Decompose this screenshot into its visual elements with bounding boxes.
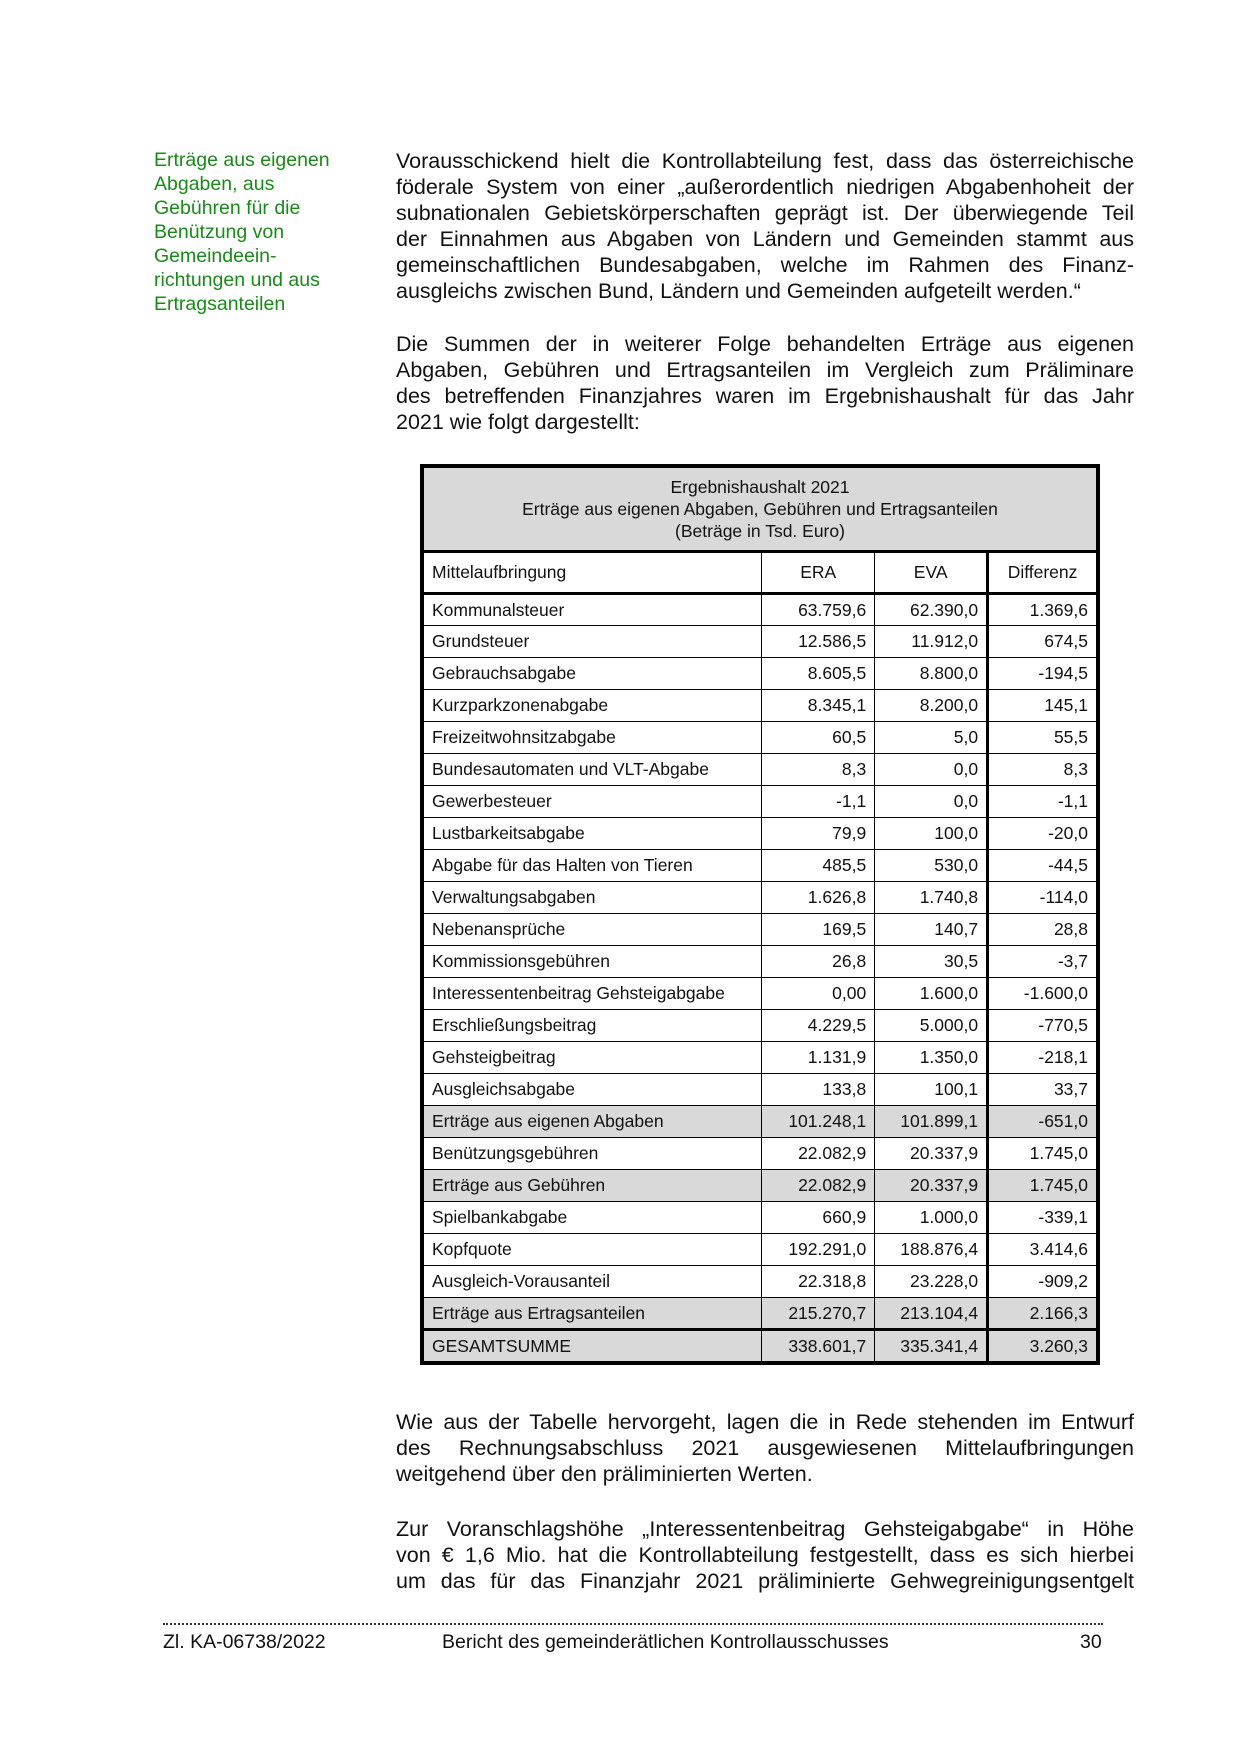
footer-title: Bericht des gemeinderätlichen Kontrollausschusses (442, 1631, 889, 1653)
row-label: Spielbankabgabe (424, 1202, 762, 1234)
row-era: -1,1 (762, 786, 875, 818)
row-label: Lustbarkeitsabgabe (424, 818, 762, 850)
row-era: 0,00 (762, 978, 875, 1010)
text-line: Abgaben, Gebühren und Ertragsanteilen im Vergleich zum Präliminare (396, 358, 1134, 382)
row-eva: 213.104,4 (875, 1298, 988, 1330)
text-line: gemeinschaftlichen Bundesabgaben, welche im Rahmen des Finanz- (396, 253, 1134, 277)
margin-heading-line: Benützung von (154, 221, 285, 243)
row-era: 12.586,5 (762, 626, 875, 658)
row-diff: 145,1 (988, 690, 1097, 722)
table-row (424, 1042, 1097, 1074)
row-eva: 11.912,0 (875, 626, 988, 658)
row-label: Nebenansprüche (424, 914, 762, 946)
row-era: 101.248,1 (762, 1106, 875, 1138)
row-label: Erträge aus Ertragsanteilen (424, 1298, 762, 1330)
row-era: 22.082,9 (762, 1170, 875, 1202)
row-label: Benützungsgebühren (424, 1138, 762, 1170)
row-diff: -194,5 (988, 658, 1097, 690)
table-title (424, 468, 1097, 552)
row-era: 215.270,7 (762, 1298, 875, 1330)
row-era: 1.626,8 (762, 882, 875, 914)
table-row (424, 946, 1097, 978)
text-line: Die Summen der in weiterer Folge behandelten Erträge aus eigenen (396, 332, 1134, 356)
row-label: Abgabe für das Halten von Tieren (424, 850, 762, 882)
revenue-table (420, 464, 1100, 1365)
text-line: 2021 wie folgt dargestellt: (396, 410, 640, 434)
text-line: subnationalen Gebietskörperschaften geprägt ist. Der überwiegende Teil (396, 201, 1134, 225)
table-row (424, 658, 1097, 690)
page-number: 30 (1080, 1631, 1102, 1653)
row-era: 22.082,9 (762, 1138, 875, 1170)
row-era: 192.291,0 (762, 1234, 875, 1266)
table-subtitle-line: Erträge aus eigenen Abgaben, Gebühren und Ertragsanteilen (522, 499, 998, 519)
row-diff: 674,5 (988, 626, 1097, 658)
text-line: von € 1,6 Mio. hat die Kontrollabteilung festgestellt, dass es sich hierbei (396, 1543, 1134, 1567)
row-label: GESAMTSUMME (424, 1330, 762, 1362)
margin-heading-line: richtungen und aus (154, 269, 320, 291)
row-eva: 100,0 (875, 818, 988, 850)
row-eva: 8.800,0 (875, 658, 988, 690)
row-diff: 1.369,6 (988, 594, 1097, 626)
row-label: Gebrauchsabgabe (424, 658, 762, 690)
text-line: des betreffenden Finanzjahres waren im Ergebnishaushalt für das Jahr (396, 384, 1134, 408)
row-label: Gehsteigbeitrag (424, 1042, 762, 1074)
row-eva: 1.600,0 (875, 978, 988, 1010)
table-row (424, 1074, 1097, 1106)
paragraph-gehsteig (396, 1516, 1134, 1594)
row-diff: -3,7 (988, 946, 1097, 978)
margin-heading-line: Erträge aus eigenen (154, 149, 330, 171)
row-eva: 188.876,4 (875, 1234, 988, 1266)
row-label: Erträge aus Gebühren (424, 1170, 762, 1202)
row-label: Kommunalsteuer (424, 594, 762, 626)
row-label: Kommissionsgebühren (424, 946, 762, 978)
row-label: Interessentenbeitrag Gehsteigabgabe (424, 978, 762, 1010)
row-eva: 20.337,9 (875, 1138, 988, 1170)
row-eva: 1.740,8 (875, 882, 988, 914)
margin-heading (154, 148, 354, 316)
row-label: Ausgleich-Vorausanteil (424, 1266, 762, 1298)
row-era: 8,3 (762, 754, 875, 786)
row-eva: 101.899,1 (875, 1106, 988, 1138)
row-label: Verwaltungsabgaben (424, 882, 762, 914)
paragraph-intro (396, 148, 1134, 304)
header-era: ERA (762, 552, 875, 594)
row-era: 4.229,5 (762, 1010, 875, 1042)
margin-heading-line: Abgaben, aus (154, 173, 275, 195)
row-label: Erschließungsbeitrag (424, 1010, 762, 1042)
row-era: 169,5 (762, 914, 875, 946)
row-diff: -44,5 (988, 850, 1097, 882)
margin-heading-line: Gebühren für die (154, 197, 301, 219)
text-line: des Rechnungsabschluss 2021 ausgewiesenen Mittelaufbringungen (396, 1436, 1134, 1460)
table-subtotal-row (424, 1170, 1097, 1202)
paragraph-conclusion (396, 1409, 1134, 1487)
paragraph-summary (396, 331, 1134, 435)
table-unit-line: (Beträge in Tsd. Euro) (675, 521, 845, 541)
row-label: Ausgleichsabgabe (424, 1074, 762, 1106)
row-eva: 5,0 (875, 722, 988, 754)
row-era: 338.601,7 (762, 1330, 875, 1362)
row-label: Bundesautomaten und VLT-Abgabe (424, 754, 762, 786)
table-row (424, 1202, 1097, 1234)
row-eva: 30,5 (875, 946, 988, 978)
row-eva: 335.341,4 (875, 1330, 988, 1362)
table-row (424, 690, 1097, 722)
text-line: ausgleichs zwischen Bund, Ländern und Gemeinden aufgeteilt werden.“ (396, 279, 1081, 303)
row-eva: 62.390,0 (875, 594, 988, 626)
table-row (424, 978, 1097, 1010)
footer-divider (163, 1623, 1103, 1625)
table-body (424, 594, 1097, 1362)
row-era: 63.759,6 (762, 594, 875, 626)
row-era: 8.345,1 (762, 690, 875, 722)
text-line: föderale System von einer „außerordentlich niedrigen Abgabenhoheit der (396, 175, 1134, 199)
table-title-line: Ergebnishaushalt 2021 (670, 477, 850, 497)
table-row (424, 722, 1097, 754)
row-era: 133,8 (762, 1074, 875, 1106)
row-eva: 100,1 (875, 1074, 988, 1106)
table-row (424, 850, 1097, 882)
table-total-row (424, 1330, 1097, 1362)
row-eva: 530,0 (875, 850, 988, 882)
table-row (424, 594, 1097, 626)
row-eva: 1.350,0 (875, 1042, 988, 1074)
row-era: 660,9 (762, 1202, 875, 1234)
row-diff: -1.600,0 (988, 978, 1097, 1010)
table-row (424, 882, 1097, 914)
row-label: Grundsteuer (424, 626, 762, 658)
header-mittelaufbringung: Mittelaufbringung (424, 552, 762, 594)
table-row (424, 1010, 1097, 1042)
row-era: 1.131,9 (762, 1042, 875, 1074)
text-line: Zur Voranschlagshöhe „Interessentenbeitrag Gehsteigabgabe“ in Höhe (396, 1517, 1134, 1541)
row-diff: -909,2 (988, 1266, 1097, 1298)
row-diff: 2.166,3 (988, 1298, 1097, 1330)
table-row (424, 626, 1097, 658)
row-diff: 28,8 (988, 914, 1097, 946)
margin-heading-line: Gemeindeein- (154, 245, 277, 267)
footer-reference: Zl. KA-06738/2022 (163, 1631, 326, 1653)
row-label: Gewerbesteuer (424, 786, 762, 818)
row-diff: -1,1 (988, 786, 1097, 818)
text-line: Wie aus der Tabelle hervorgeht, lagen die in Rede stehenden im Entwurf (396, 1410, 1134, 1434)
row-era: 79,9 (762, 818, 875, 850)
row-diff: 1.745,0 (988, 1170, 1097, 1202)
row-eva: 0,0 (875, 754, 988, 786)
row-diff: -20,0 (988, 818, 1097, 850)
row-diff: -218,1 (988, 1042, 1097, 1074)
text-line: um das für das Finanzjahr 2021 präliminierte Gehwegreinigungsentgelt (396, 1569, 1134, 1593)
row-diff: 3.414,6 (988, 1234, 1097, 1266)
row-diff: 33,7 (988, 1074, 1097, 1106)
table-header-row (424, 552, 1097, 594)
row-diff: -770,5 (988, 1010, 1097, 1042)
row-label: Erträge aus eigenen Abgaben (424, 1106, 762, 1138)
table-row (424, 786, 1097, 818)
table-row (424, 914, 1097, 946)
text-line: der Einnahmen aus Abgaben von Ländern und Gemeinden stammt aus (396, 227, 1134, 251)
row-eva: 8.200,0 (875, 690, 988, 722)
row-label: Freizeitwohnsitzabgabe (424, 722, 762, 754)
table-subtotal-row (424, 1106, 1097, 1138)
text-line: weitgehend über den präliminierten Werten. (396, 1462, 813, 1486)
table-row (424, 1234, 1097, 1266)
row-label: Kopfquote (424, 1234, 762, 1266)
row-diff: 1.745,0 (988, 1138, 1097, 1170)
row-eva: 0,0 (875, 786, 988, 818)
row-eva: 1.000,0 (875, 1202, 988, 1234)
row-era: 485,5 (762, 850, 875, 882)
text-line: Vorausschickend hielt die Kontrollabteilung fest, dass das österreichische (396, 149, 1134, 173)
table-row (424, 754, 1097, 786)
row-era: 22.318,8 (762, 1266, 875, 1298)
row-diff: -339,1 (988, 1202, 1097, 1234)
row-diff: -114,0 (988, 882, 1097, 914)
row-diff: 8,3 (988, 754, 1097, 786)
table-row (424, 1266, 1097, 1298)
header-differenz: Differenz (988, 552, 1097, 594)
row-eva: 20.337,9 (875, 1170, 988, 1202)
row-era: 26,8 (762, 946, 875, 978)
row-diff: -651,0 (988, 1106, 1097, 1138)
header-eva: EVA (875, 552, 988, 594)
table-row (424, 818, 1097, 850)
row-diff: 55,5 (988, 722, 1097, 754)
row-eva: 5.000,0 (875, 1010, 988, 1042)
row-era: 8.605,5 (762, 658, 875, 690)
table-row (424, 1138, 1097, 1170)
row-diff: 3.260,3 (988, 1330, 1097, 1362)
row-era: 60,5 (762, 722, 875, 754)
row-label: Kurzparkzonenabgabe (424, 690, 762, 722)
margin-heading-line: Ertragsanteilen (154, 293, 286, 315)
table-subtotal-row (424, 1298, 1097, 1330)
row-eva: 140,7 (875, 914, 988, 946)
row-eva: 23.228,0 (875, 1266, 988, 1298)
